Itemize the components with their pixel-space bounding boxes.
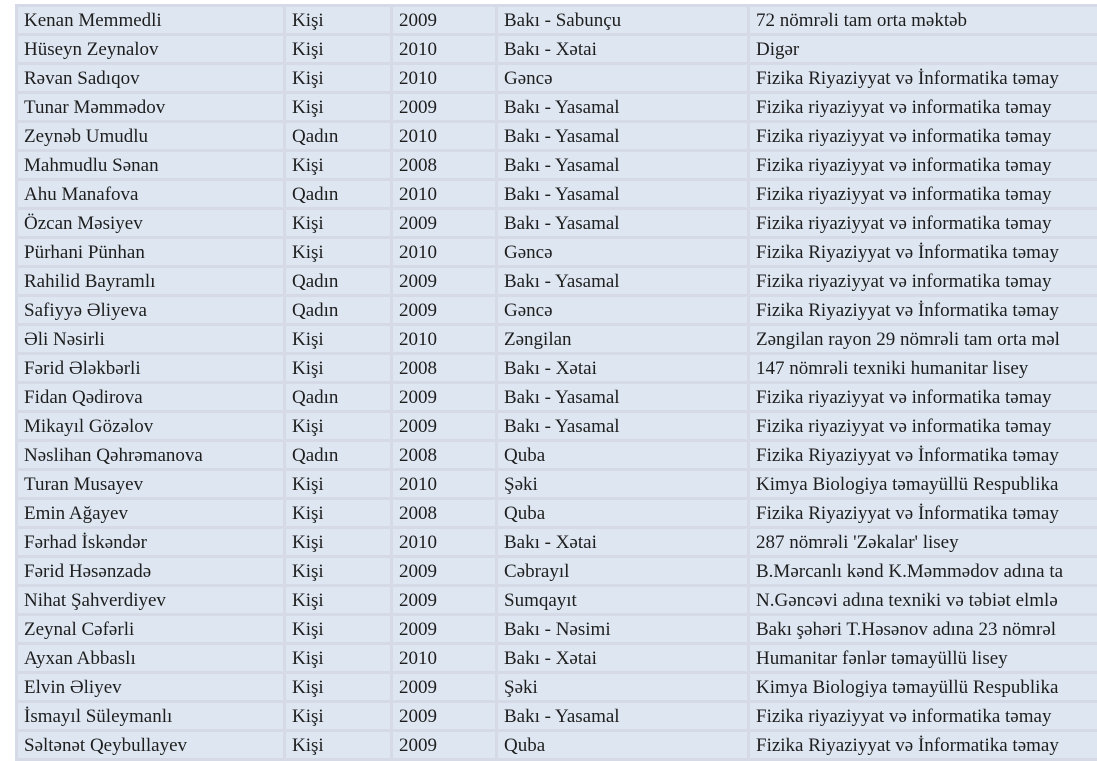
table-body (17, 6, 1097, 760)
birth-year-cell[interactable]: 2008 (392, 354, 497, 383)
region-cell[interactable]: Bakı - Sabunçu (497, 6, 749, 35)
region-cell[interactable]: Bakı - Yasamal (497, 209, 749, 238)
birth-year-cell[interactable]: 2009 (392, 383, 497, 412)
region-cell[interactable]: Bakı - Yasamal (497, 122, 749, 151)
region-cell[interactable]: Şəki (497, 673, 749, 702)
birth-year-cell[interactable]: 2010 (392, 644, 497, 673)
table-row (17, 644, 1097, 673)
gender-cell[interactable]: Kişi (285, 673, 392, 702)
school-cell[interactable]: Fizika riyaziyyat və informatika təmay (749, 122, 1097, 151)
region-cell[interactable]: Sumqayıt (497, 586, 749, 615)
student-table (15, 4, 1097, 761)
school-cell[interactable]: Fizika riyaziyyat və informatika təmay (749, 702, 1097, 731)
birth-year-cell[interactable]: 2009 (392, 93, 497, 122)
birth-year-cell[interactable]: 2008 (392, 499, 497, 528)
table-row (17, 180, 1097, 209)
name-cell[interactable]: Kenan Memmedli (17, 6, 285, 35)
gender-cell[interactable]: Kişi (285, 615, 392, 644)
region-cell[interactable]: Cəbrayıl (497, 557, 749, 586)
region-cell[interactable]: Gəncə (497, 296, 749, 325)
name-cell[interactable]: Emin Ağayev (17, 499, 285, 528)
gender-cell[interactable]: Kişi (285, 499, 392, 528)
region-cell[interactable]: Quba (497, 441, 749, 470)
region-cell[interactable]: Bakı - Yasamal (497, 151, 749, 180)
birth-year-cell[interactable]: 2010 (392, 35, 497, 64)
birth-year-cell[interactable]: 2009 (392, 6, 497, 35)
table-row (17, 702, 1097, 731)
school-cell[interactable]: Humanitar fənlər təmayüllü lisey (749, 644, 1097, 673)
table-row (17, 731, 1097, 760)
school-cell[interactable]: Fizika riyaziyyat və informatika təmay (749, 151, 1097, 180)
gender-cell[interactable]: Kişi (285, 35, 392, 64)
table-row (17, 209, 1097, 238)
table-row (17, 93, 1097, 122)
gender-cell[interactable]: Kişi (285, 6, 392, 35)
name-cell[interactable]: Ahu Manafova (17, 180, 285, 209)
birth-year-cell[interactable]: 2009 (392, 673, 497, 702)
gender-cell[interactable]: Qadın (285, 180, 392, 209)
school-cell[interactable]: 147 nömrəli texniki humanitar lisey (749, 354, 1097, 383)
region-cell[interactable]: Zəngilan (497, 325, 749, 354)
table-row (17, 383, 1097, 412)
birth-year-cell[interactable]: 2008 (392, 151, 497, 180)
birth-year-cell[interactable]: 2009 (392, 586, 497, 615)
gender-cell[interactable]: Qadın (285, 441, 392, 470)
school-cell[interactable]: Fizika riyaziyyat və informatika təmay (749, 267, 1097, 296)
school-cell[interactable]: Fizika Riyaziyyat və İnformatika təmay (749, 441, 1097, 470)
table-row (17, 673, 1097, 702)
gender-cell[interactable]: Qadın (285, 296, 392, 325)
school-cell[interactable]: Fizika riyaziyyat və informatika təmay (749, 412, 1097, 441)
gender-cell[interactable]: Kişi (285, 64, 392, 93)
school-cell[interactable]: Fizika Riyaziyyat və İnformatika təmay (749, 296, 1097, 325)
region-cell[interactable]: Bakı - Xətai (497, 35, 749, 64)
name-cell[interactable]: Ayxan Abbaslı (17, 644, 285, 673)
name-cell[interactable]: Əli Nəsirli (17, 325, 285, 354)
gender-cell[interactable]: Kişi (285, 238, 392, 267)
table-row (17, 296, 1097, 325)
name-cell[interactable]: Zeynəb Umudlu (17, 122, 285, 151)
name-cell[interactable]: Hüseyn Zeynalov (17, 35, 285, 64)
region-cell[interactable]: Gəncə (497, 64, 749, 93)
school-cell[interactable]: Fizika Riyaziyyat və İnformatika təmay (749, 499, 1097, 528)
region-cell[interactable]: Gəncə (497, 238, 749, 267)
birth-year-cell[interactable]: 2010 (392, 528, 497, 557)
table-row (17, 557, 1097, 586)
table-row (17, 122, 1097, 151)
table-row (17, 64, 1097, 93)
name-cell[interactable]: İsmayıl Süleymanlı (17, 702, 285, 731)
birth-year-cell[interactable]: 2010 (392, 470, 497, 499)
region-cell[interactable]: Bakı - Nəsimi (497, 615, 749, 644)
name-cell[interactable]: Zeynal Cəfərli (17, 615, 285, 644)
region-cell[interactable]: Bakı - Yasamal (497, 267, 749, 296)
table-row (17, 586, 1097, 615)
school-cell[interactable]: Kimya Biologiya təmayüllü Respublika (749, 673, 1097, 702)
gender-cell[interactable]: Kişi (285, 644, 392, 673)
table-row (17, 615, 1097, 644)
table-row (17, 354, 1097, 383)
name-cell[interactable]: Fidan Qədirova (17, 383, 285, 412)
gender-cell[interactable]: Kişi (285, 731, 392, 760)
region-cell[interactable]: Bakı - Yasamal (497, 412, 749, 441)
region-cell[interactable]: Bakı - Yasamal (497, 93, 749, 122)
gender-cell[interactable]: Kişi (285, 528, 392, 557)
name-cell[interactable]: Safiyyə Əliyeva (17, 296, 285, 325)
school-cell[interactable]: Zəngilan rayon 29 nömrəli tam orta məl (749, 325, 1097, 354)
region-cell[interactable]: Quba (497, 731, 749, 760)
school-cell[interactable]: B.Mərcanlı kənd K.Məmmədov adına ta (749, 557, 1097, 586)
name-cell[interactable]: Səltənət Qeybullayev (17, 731, 285, 760)
name-cell[interactable]: Özcan Məsiyev (17, 209, 285, 238)
table-row (17, 151, 1097, 180)
table-row (17, 6, 1097, 35)
table-row (17, 238, 1097, 267)
gender-cell[interactable]: Kişi (285, 412, 392, 441)
gender-cell[interactable]: Kişi (285, 702, 392, 731)
school-cell[interactable]: Fizika riyaziyyat və informatika təmay (749, 209, 1097, 238)
school-cell[interactable]: Fizika Riyaziyyat və İnformatika təmay (749, 64, 1097, 93)
table-row (17, 528, 1097, 557)
region-cell[interactable]: Bakı - Yasamal (497, 383, 749, 412)
birth-year-cell[interactable]: 2009 (392, 209, 497, 238)
gender-cell[interactable]: Kişi (285, 325, 392, 354)
birth-year-cell[interactable]: 2009 (392, 702, 497, 731)
name-cell[interactable]: Rahilid Bayramlı (17, 267, 285, 296)
name-cell[interactable]: Fərid Ələkbərli (17, 354, 285, 383)
name-cell[interactable]: Nihat Şahverdiyev (17, 586, 285, 615)
table-row (17, 325, 1097, 354)
gender-cell[interactable]: Kişi (285, 557, 392, 586)
birth-year-cell[interactable]: 2008 (392, 441, 497, 470)
name-cell[interactable]: Rəvan Sadıqov (17, 64, 285, 93)
birth-year-cell[interactable]: 2010 (392, 325, 497, 354)
school-cell[interactable]: Kimya Biologiya təmayüllü Respublika (749, 470, 1097, 499)
birth-year-cell[interactable]: 2009 (392, 412, 497, 441)
name-cell[interactable]: Mahmudlu Sənan (17, 151, 285, 180)
school-cell[interactable]: Fizika riyaziyyat və informatika təmay (749, 383, 1097, 412)
table-row (17, 499, 1097, 528)
birth-year-cell[interactable]: 2009 (392, 731, 497, 760)
table-row (17, 470, 1097, 499)
name-cell[interactable]: Turan Musayev (17, 470, 285, 499)
school-cell[interactable]: Fizika riyaziyyat və informatika təmay (749, 180, 1097, 209)
gender-cell[interactable]: Kişi (285, 470, 392, 499)
name-cell[interactable]: Fərhad İskəndər (17, 528, 285, 557)
table-row (17, 35, 1097, 64)
gender-cell[interactable]: Qadın (285, 122, 392, 151)
school-cell[interactable]: Fizika Riyaziyyat və İnformatika təmay (749, 731, 1097, 760)
school-cell[interactable]: Digər (749, 35, 1097, 64)
name-cell[interactable]: Elvin Əliyev (17, 673, 285, 702)
name-cell[interactable]: Nəslihan Qəhrəmanova (17, 441, 285, 470)
name-cell[interactable]: Fərid Həsənzadə (17, 557, 285, 586)
gender-cell[interactable]: Kişi (285, 93, 392, 122)
school-cell[interactable]: Fizika Riyaziyyat və İnformatika təmay (749, 238, 1097, 267)
birth-year-cell[interactable]: 2009 (392, 296, 497, 325)
school-cell[interactable]: 72 nömrəli tam orta məktəb (749, 6, 1097, 35)
table-row (17, 412, 1097, 441)
region-cell[interactable]: Quba (497, 499, 749, 528)
gender-cell[interactable]: Kişi (285, 151, 392, 180)
region-cell[interactable]: Bakı - Xətai (497, 528, 749, 557)
gender-cell[interactable]: Qadın (285, 383, 392, 412)
birth-year-cell[interactable]: 2010 (392, 180, 497, 209)
birth-year-cell[interactable]: 2010 (392, 122, 497, 151)
region-cell[interactable]: Bakı - Xətai (497, 354, 749, 383)
region-cell[interactable]: Şəki (497, 470, 749, 499)
name-cell[interactable]: Pürhani Pünhan (17, 238, 285, 267)
birth-year-cell[interactable]: 2009 (392, 615, 497, 644)
table-row (17, 267, 1097, 296)
school-cell[interactable]: Bakı şəhəri T.Həsənov adına 23 nömrəl (749, 615, 1097, 644)
school-cell[interactable]: Fizika riyaziyyat və informatika təmay (749, 93, 1097, 122)
gender-cell[interactable]: Kişi (285, 354, 392, 383)
school-cell[interactable]: 287 nömrəli 'Zəkalar' lisey (749, 528, 1097, 557)
gender-cell[interactable]: Kişi (285, 586, 392, 615)
region-cell[interactable]: Bakı - Yasamal (497, 180, 749, 209)
spreadsheet-area (15, 4, 1097, 761)
table-row (17, 441, 1097, 470)
name-cell[interactable]: Mikayıl Gözəlov (17, 412, 285, 441)
birth-year-cell[interactable]: 2009 (392, 557, 497, 586)
region-cell[interactable]: Bakı - Xətai (497, 644, 749, 673)
birth-year-cell[interactable]: 2010 (392, 64, 497, 93)
gender-cell[interactable]: Qadın (285, 267, 392, 296)
region-cell[interactable]: Bakı - Yasamal (497, 702, 749, 731)
birth-year-cell[interactable]: 2009 (392, 267, 497, 296)
birth-year-cell[interactable]: 2010 (392, 238, 497, 267)
school-cell[interactable]: N.Gəncəvi adına texniki və təbiət elmlə (749, 586, 1097, 615)
gender-cell[interactable]: Kişi (285, 209, 392, 238)
name-cell[interactable]: Tunar Məmmədov (17, 93, 285, 122)
